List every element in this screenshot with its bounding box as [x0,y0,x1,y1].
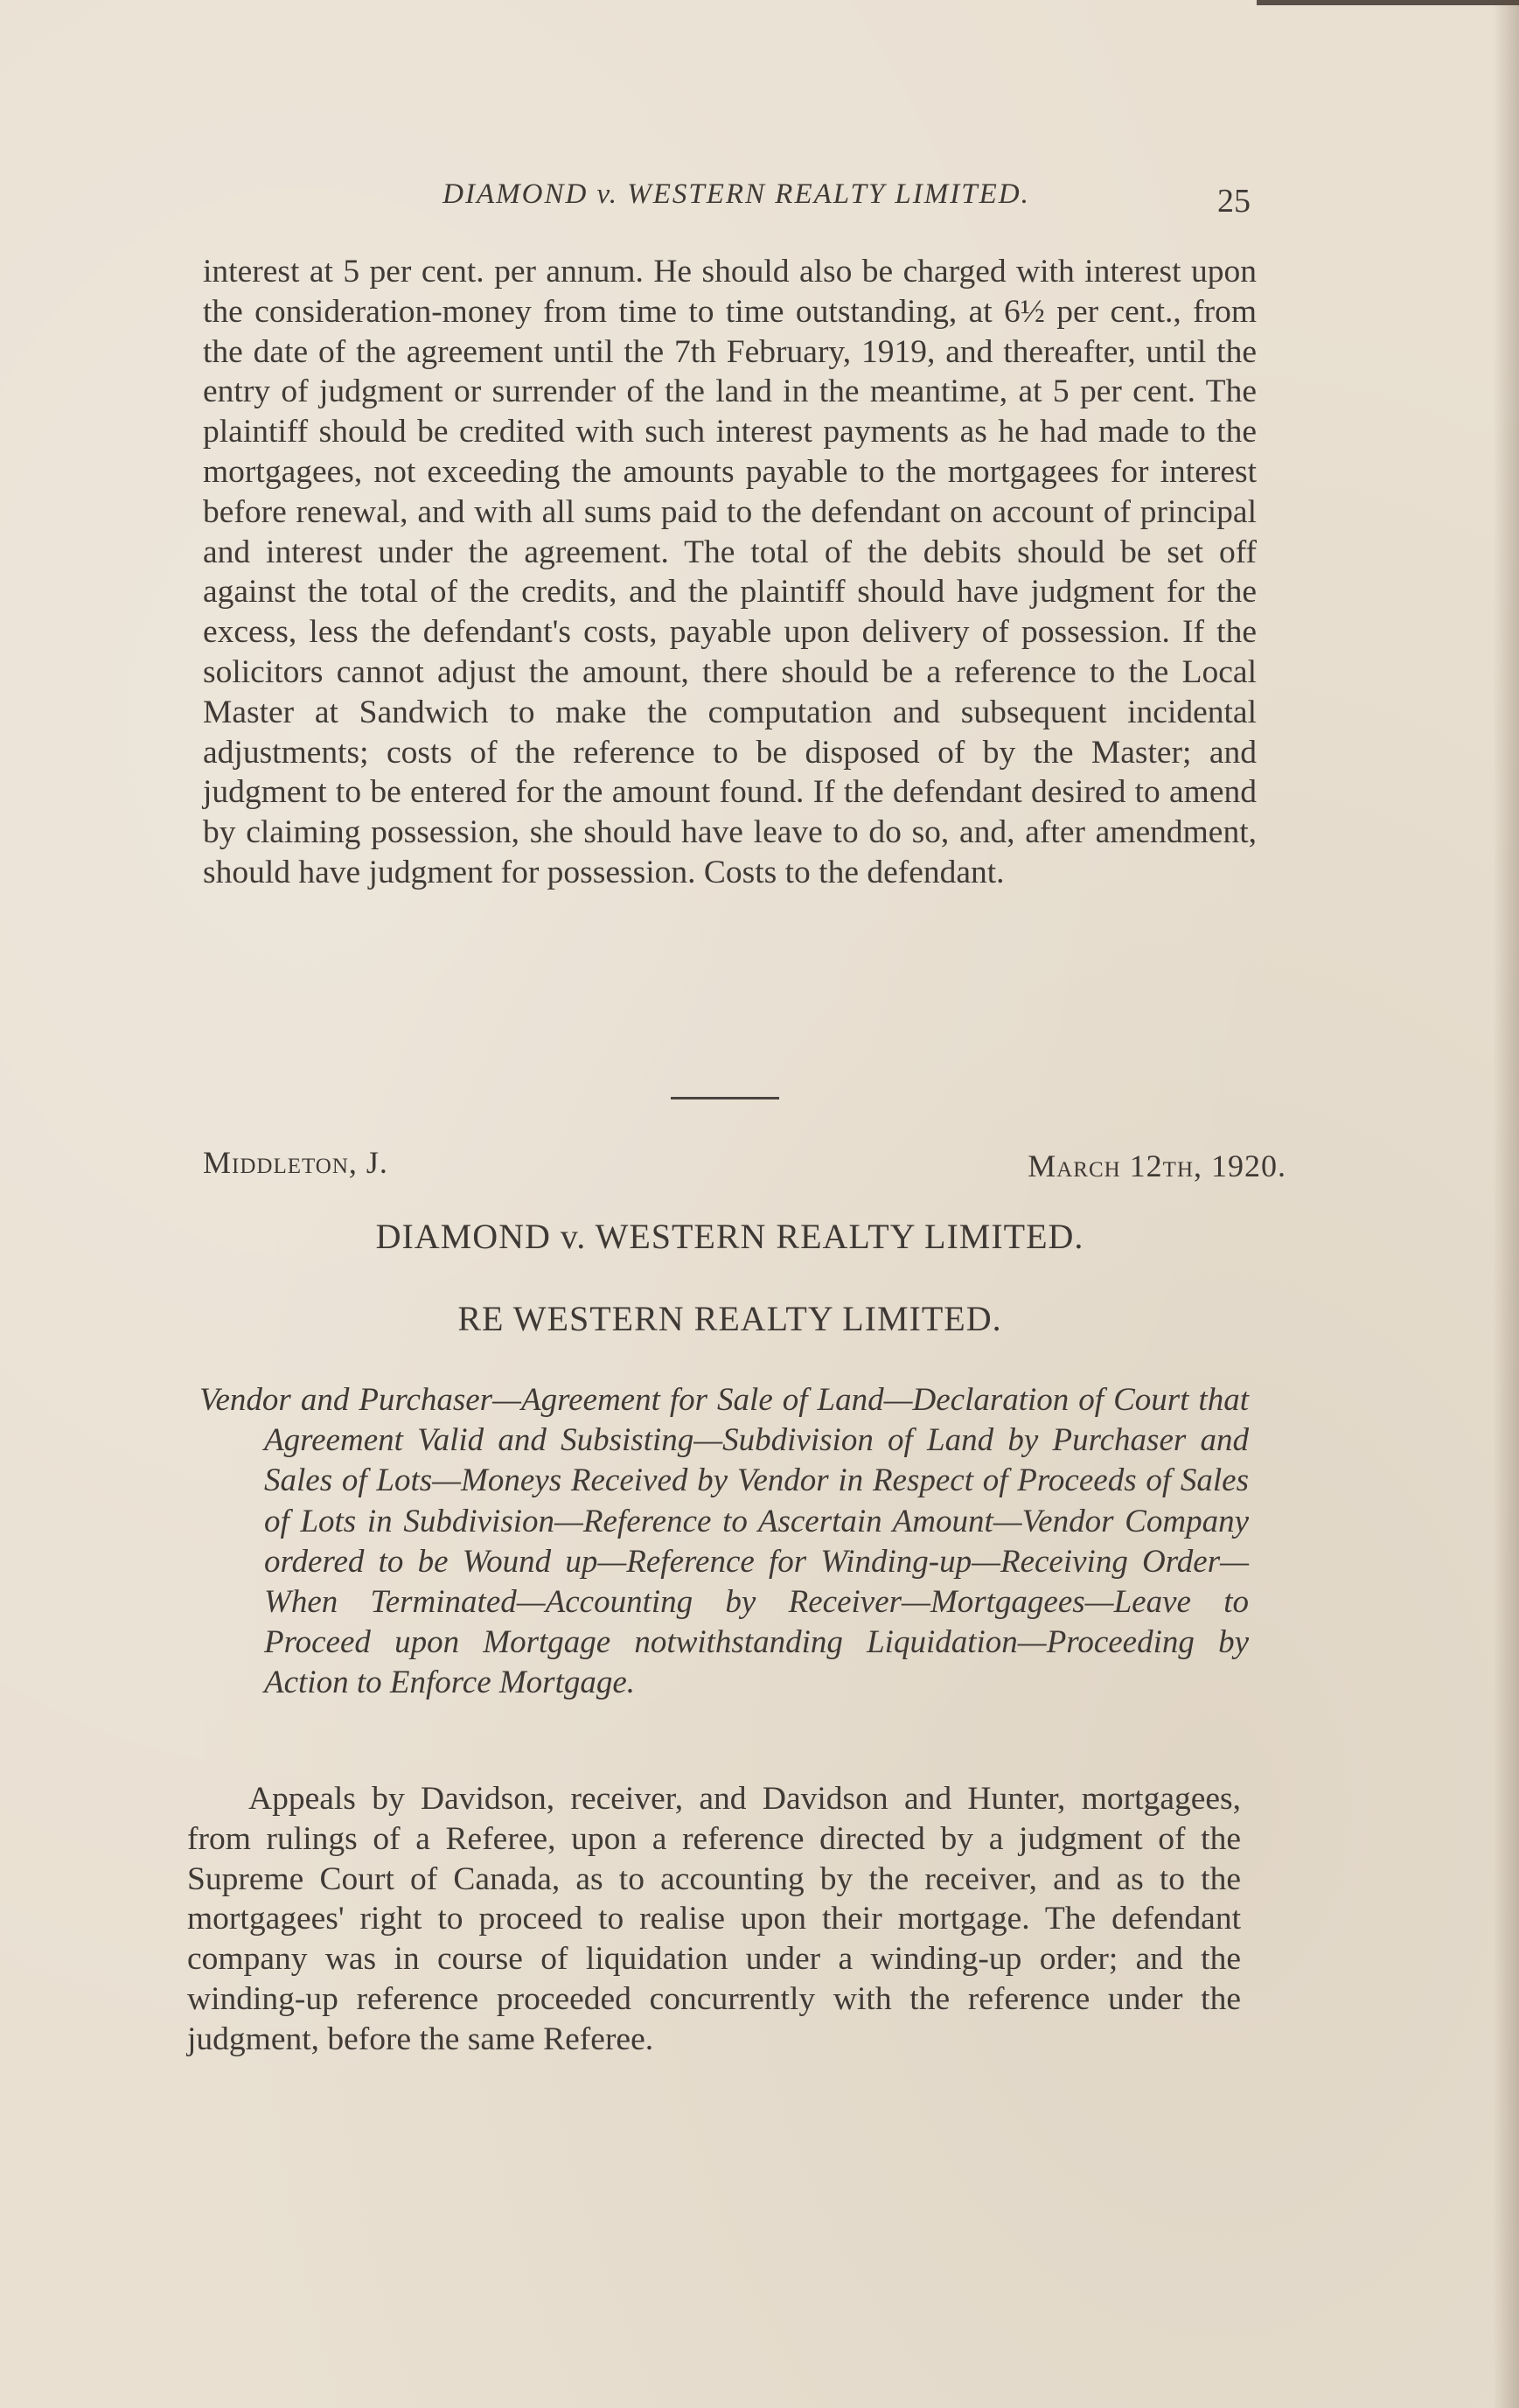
headnote: Vendor and Purchaser—Agreement for Sale of Land—Declaration of Court that Agreement Valid and Subsisting—Subdivision of Land by Purchaser and Sales of Lots—Moneys Received by Vendor in Respect of Proceeds of Sales of Lots in Subdivision—Reference to Ascertain Amount—Vendor Company ordered to be Wound up—Reference for Winding-up—Receiving Order—When Terminated—Accounting by Receiver—Mortgagees—Leave to Proceed upon Mortgage notwithstanding Liquidation—Proceeding by Action to Enforce Mortgage. [199,1382,1249,1701]
page-number: 25 [1217,183,1251,220]
judge-name: Middleton, J. [203,1145,388,1180]
case-title: DIAMOND v. WESTERN REALTY LIMITED. [375,1217,1084,1256]
page-edge-shadow [1493,0,1519,2408]
running-head: DIAMOND v. WESTERN REALTY LIMITED. [442,178,1030,210]
continuation-paragraph: interest at 5 per cent. per annum. He should also be charged with interest upon the consideration-money from time to time outstanding, at 6½ per cent., from the date of the agreement until the 7th February, 1919, and thereafter, until the entry of judgment or surrender of the land in the meantime, at 5 per cent. The plaintiff should be credited with such interest payments as he had made to the mortgagees, not exceeding the amounts payable to the mortgagees for interest before renewal, and with all sums paid to the defendant on account of principal and interest under the agreement. The total of the debits should be set off against the total of the credits, and the plaintiff should have judgment for the excess, less the defendant's costs, payable upon delivery of possession. If the solicitors cannot adjust the amount, there should be a reference to the Local Master at Sandwich to make the computation and subsequent incidental adjustments; costs of the reference to be disposed of by the Master; and judgment to be entered for the amount found. If the defendant desired to amend by claiming possession, she should have leave to do so, and, after amendment, should have judgment for possession. Costs to the defendant. [203,254,1257,890]
section-divider [671,1097,779,1099]
top-edge-rule [1257,0,1519,5]
case-subtitle: RE WESTERN REALTY LIMITED. [457,1299,1002,1338]
judgment-date: March 12th, 1920. [1028,1148,1286,1183]
appeals-paragraph: Appeals by Davidson, receiver, and Davidson and Hunter, mortgagees, from rulings of a Referee, upon a reference directed by a judgment of the Supreme Court of Canada, as to accounting by the receiver, and as to the mortgagees' right to proceed to realise upon their mortgage. The defendant company was in course of liquidation under a winding-up order; and the winding-up reference proceeded concurrently with the reference under the judgment, before the same Referee. [187,1781,1241,2057]
